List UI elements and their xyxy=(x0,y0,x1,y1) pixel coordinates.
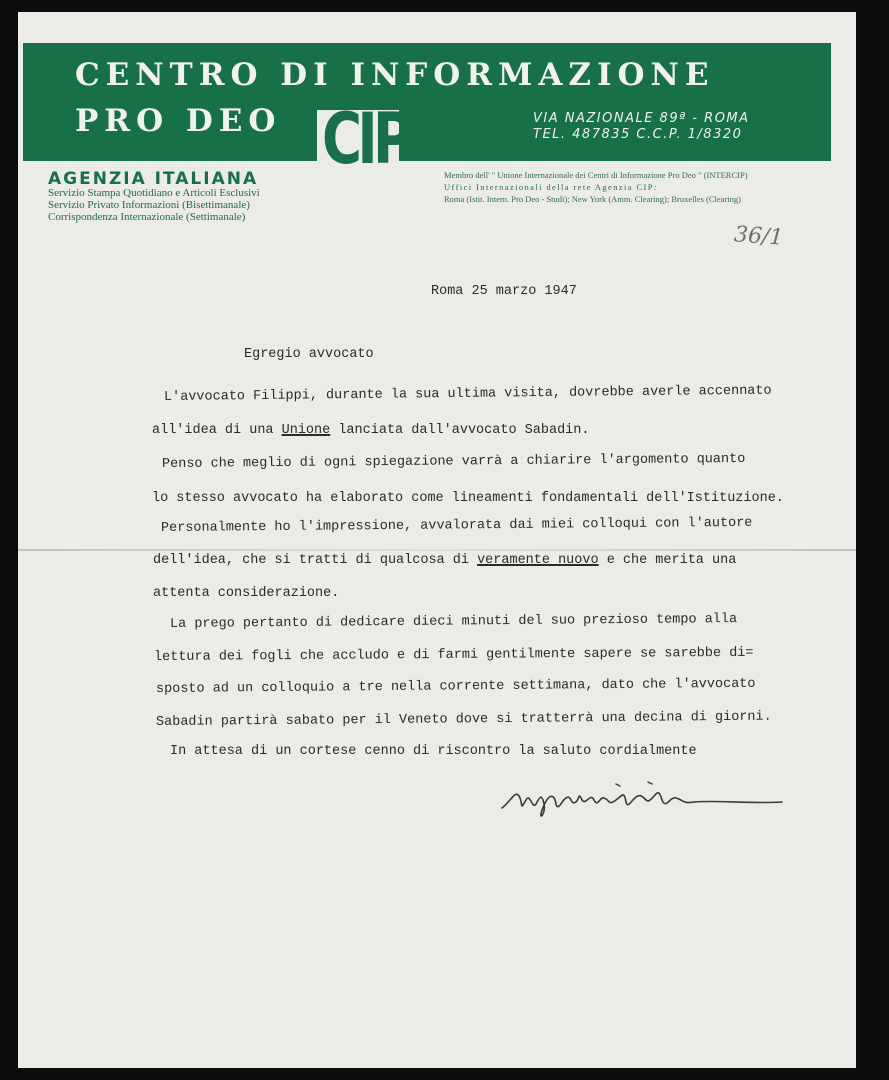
letter-page xyxy=(18,12,856,1068)
letter-line xyxy=(153,553,736,568)
letter-line: Sabadin partirà sabato per il Veneto dove si tratterrà una decina di giorni. xyxy=(155,709,772,730)
letter-line: attenta considerazione. xyxy=(153,586,340,601)
letterhead-title-line-1: CENTRO DI INFORMAZIONE xyxy=(75,57,715,93)
fold-crease xyxy=(18,549,856,551)
letter-line: lettura dei fogli che accludo e di farmi gentilmente sapere se sarebbe di= xyxy=(153,645,754,665)
membership-line: Uffici Internazionali della rete Agenzia CIP: xyxy=(444,182,658,192)
text-fragment: all'idea di una xyxy=(152,423,282,438)
letter-line: lo stesso avvocato ha elaborato come lineamenti fondamentali dell'Istituzione. xyxy=(152,491,784,506)
letterhead-title-line-2: PRO DEO xyxy=(75,103,282,139)
text-fragment: dell'idea, che si tratti di qualcosa di xyxy=(153,553,478,568)
letter-line: L'avvocato Filippi, durante la sua ultima visita, dovrebbe averle accennato xyxy=(163,383,772,405)
letter-line: La prego pertanto di dedicare dieci minuti del suo prezioso tempo alla xyxy=(169,612,738,632)
cip-logo: CIP xyxy=(322,98,409,180)
service-line: Servizio Stampa Quotidiano e Articoli Esclusivi xyxy=(48,187,260,199)
text-fragment: lanciata dall'avvocato Sabadin. xyxy=(330,423,590,438)
text-fragment: e che merita una xyxy=(598,553,737,568)
letter-line: sposto ad un colloquio a tre nella corrente settimana, dato che l'avvocato xyxy=(155,676,756,697)
letterhead-address: VIA NAZIONALE 89ª - ROMA xyxy=(533,111,750,126)
service-line: Corrispondenza Internazionale (Settimanale) xyxy=(48,211,246,223)
letter-line: Personalmente ho l'impressione, avvalorata dai miei colloqui con l'autore xyxy=(160,515,753,536)
agency-name: AGENZIA ITALIANA xyxy=(48,169,259,189)
membership-line: Roma (Istit. Intern. Pro Deo - Studi); New York (Amm. Clearing); Bruxelles (Clearing) xyxy=(444,194,741,204)
membership-line: Membro dell' " Unione Internazionale dei Centri di Informazione Pro Deo " (INTERCIP) xyxy=(444,170,748,180)
letter-salutation: Egregio avvocato xyxy=(244,347,374,362)
underlined-phrase: veramente nuovo xyxy=(477,553,599,568)
letter-line xyxy=(152,423,589,438)
underlined-word: Unione xyxy=(281,423,331,438)
letter-line: Penso che meglio di ogni spiegazione varrà a chiarire l'argomento quanto xyxy=(161,451,746,472)
handwritten-reference: 36/1 xyxy=(733,222,785,251)
service-line: Servizio Privato Informazioni (Bisettimanale) xyxy=(48,199,250,211)
letterhead-phone: TEL. 487835 C.C.P. 1/8320 xyxy=(533,127,743,142)
letter-line: In attesa di un cortese cenno di riscontro la saluto cordialmente xyxy=(170,744,697,759)
letterhead-banner xyxy=(23,43,831,161)
handwritten-signature xyxy=(498,770,788,830)
letter-date: Roma 25 marzo 1947 xyxy=(431,284,577,299)
